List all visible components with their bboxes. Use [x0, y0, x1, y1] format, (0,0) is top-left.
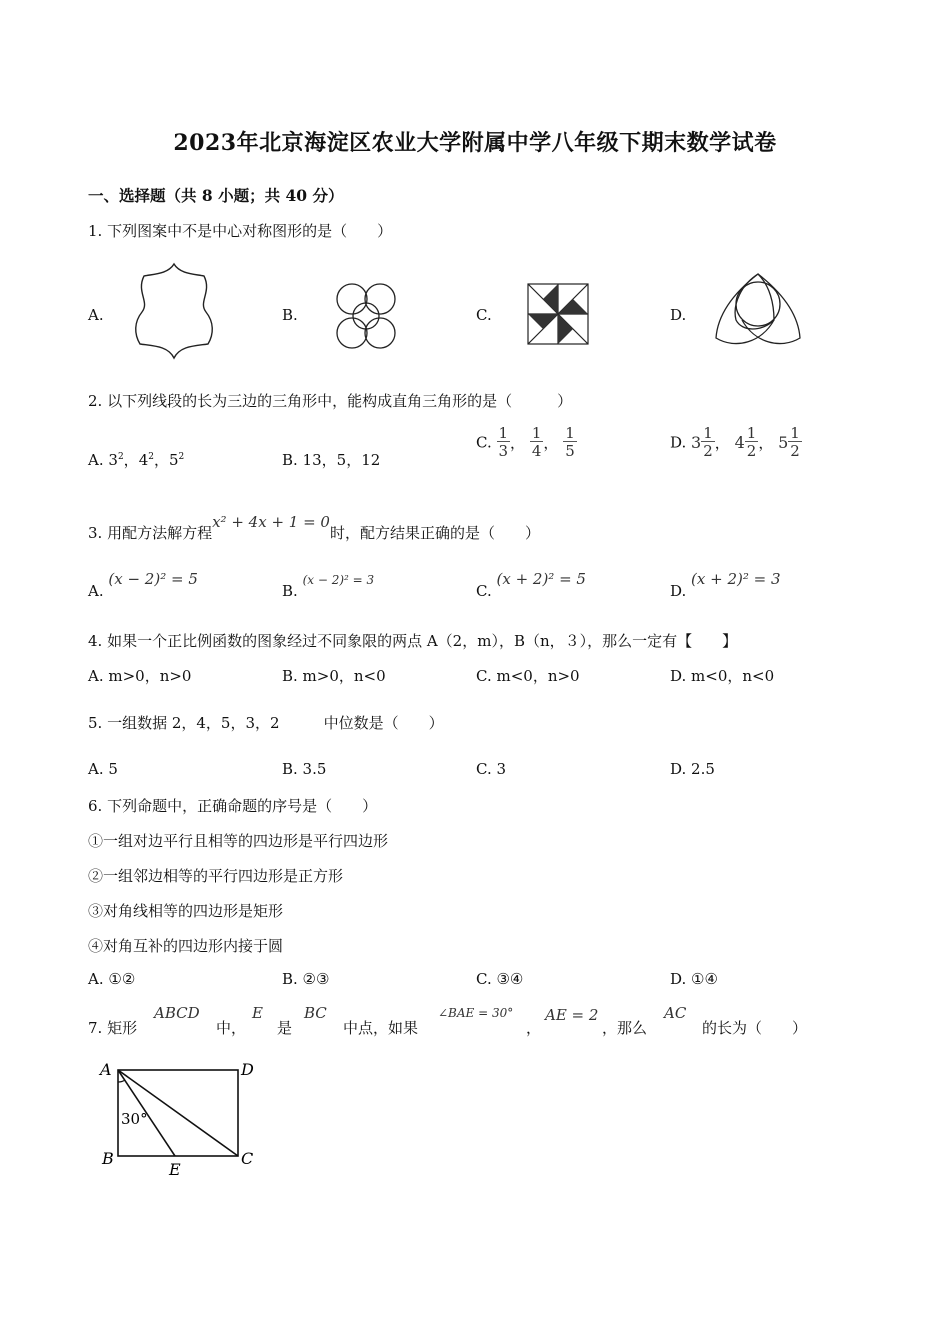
q2-d-den-1: 2 — [703, 442, 713, 460]
q2-d-sep-2: ， — [758, 434, 774, 452]
q3-option-a — [88, 570, 198, 600]
q2-c-num-2: 1 — [531, 424, 542, 442]
q6-statement-3: ③对角线相等的四边形是矩形 — [88, 902, 284, 920]
question-5 — [88, 712, 444, 733]
q4-option-a: A. m>0，n>0 — [88, 667, 192, 685]
q2-c-den-2: 4 — [531, 442, 542, 460]
q6-option-b: B. ②③ — [282, 970, 330, 988]
q1-option-c-label: C. — [476, 306, 492, 324]
q6-statement-1: ①一组对边平行且相等的四边形是平行四边形 — [88, 832, 389, 850]
q2-d-fraction-3 — [788, 426, 802, 459]
q1-figure-b-four-circles — [330, 280, 402, 352]
q2-c-fraction-1 — [497, 426, 511, 459]
q2-d-fraction-1 — [701, 426, 715, 459]
q1-figure-c-pinwheel — [526, 282, 590, 346]
q4-option-b: B. m>0，n<0 — [282, 667, 386, 685]
q7-math-e: E — [252, 1004, 263, 1022]
q2-option-c — [476, 426, 577, 459]
q7-text-6: ，那么 — [602, 1019, 648, 1037]
q2-c-den-1: 3 — [498, 442, 509, 460]
q7-text-4: 中点，如果 — [343, 1019, 419, 1037]
q3-option-a-label: A. — [88, 582, 104, 600]
exam-title: 2023年北京海淀区农业大学附属中学八年级下期末数学试卷 — [173, 130, 777, 156]
question-1-text: 1. 下列图案中不是中心对称图形的是（ ） — [88, 222, 393, 240]
q7-label-d: D — [241, 1060, 254, 1079]
q5-option-d: D. 2.5 — [670, 760, 715, 778]
q2-c-fraction-2 — [530, 426, 544, 459]
q7-text-3: 是 — [277, 1019, 293, 1037]
q7-text-7: 的长为（ ） — [702, 1019, 808, 1037]
question-6-text: 6. 下列命题中，正确命题的序号是（ ） — [88, 797, 378, 815]
q7-math-ac: AC — [664, 1004, 687, 1022]
q2-d-whole-2: 4 — [734, 433, 745, 452]
q1-option-b-label: B. — [282, 306, 298, 324]
q6-statement-4: ④对角互补的四边形内接于圆 — [88, 937, 284, 955]
q6-option-c: C. ③④ — [476, 970, 524, 988]
q2-option-a-label: A. — [88, 451, 104, 469]
q2-c-sep-2: ， — [543, 434, 559, 452]
q1-option-a-label: A. — [88, 306, 104, 324]
q2-d-den-3: 2 — [790, 442, 800, 460]
q2-a-sep-1: ， — [123, 451, 139, 469]
q7-math-abcd: ABCD — [154, 1004, 200, 1022]
q3-option-a-expr: (x − 2)² = 5 — [108, 570, 198, 588]
q2-c-num-3: 1 — [565, 424, 575, 442]
q1-option-d-label: D. — [670, 306, 687, 324]
question-3 — [88, 513, 540, 543]
q6-option-a: A. ①② — [88, 970, 136, 988]
q2-d-whole-1: 3 — [691, 433, 702, 452]
q2-a-exp-3: 2 — [178, 452, 185, 462]
q3-option-b — [282, 570, 375, 600]
q2-a-exp-1: 2 — [117, 452, 124, 462]
q7-math-bc: BC — [304, 1004, 327, 1022]
q2-d-whole-3: 5 — [778, 433, 789, 452]
q2-d-fraction-2 — [745, 426, 759, 459]
q7-label-e: E — [169, 1160, 181, 1179]
q7-text-2: 中， — [216, 1019, 247, 1037]
q2-d-num-2: 1 — [746, 424, 757, 442]
q3-option-c-label: C. — [476, 582, 492, 600]
q3-option-b-expr: (x − 2)² = 3 — [302, 573, 375, 587]
q2-a-base-2: 4 — [138, 451, 149, 469]
question-4-text: 4. 如果一个正比例函数的图象经过不同象限的两点 A（2，m），B（n，３），那么一定有【 】 — [88, 632, 738, 650]
q2-c-fraction-3 — [563, 426, 577, 459]
q2-a-base-1: 3 — [108, 451, 118, 469]
section-heading: 一、选择题（共 8 小题；共 40 分） — [88, 186, 344, 205]
q2-d-num-1: 1 — [703, 424, 713, 442]
q2-option-a — [88, 449, 184, 470]
q3-option-b-label: B. — [282, 582, 298, 600]
q6-statement-2: ②一组邻边相等的平行四边形是正方形 — [88, 867, 344, 885]
q3-option-c-expr: (x + 2)² = 5 — [496, 570, 586, 588]
q2-c-sep-1: ， — [510, 434, 526, 452]
q3-option-d-expr: (x + 2)² = 3 — [691, 570, 781, 588]
q3-option-c — [476, 570, 586, 600]
question-2-text: 2. 以下列线段的长为三边的三角形中，能构成直角三角形的是（ ） — [88, 392, 573, 410]
q1-figure-a-curved-shape — [132, 262, 216, 360]
q2-a-sep-2: ， — [153, 451, 169, 469]
q5-option-a: A. 5 — [88, 760, 118, 778]
q7-math-angle: ∠BAE = 30° — [438, 1006, 514, 1020]
q7-text-5: ， — [526, 1019, 542, 1037]
q4-option-c: C. m<0，n>0 — [476, 667, 580, 685]
q7-angle-label: 30° — [121, 1110, 148, 1128]
q7-label-b: B — [102, 1149, 114, 1168]
q5-option-c: C. 3 — [476, 760, 507, 778]
q3-equation: x² + 4x + 1 = 0 — [212, 513, 330, 531]
q2-d-sep-1: ， — [714, 434, 730, 452]
q2-option-d-label: D. — [670, 433, 687, 452]
q2-a-base-3: 5 — [168, 451, 179, 469]
q7-label-c: C — [241, 1149, 254, 1168]
q7-math-ae: AE = 2 — [545, 1006, 599, 1024]
q2-c-den-3: 5 — [565, 442, 575, 460]
q2-option-b: B. 13，5，12 — [282, 451, 381, 469]
q7-text-1: 7. 矩形 — [88, 1019, 138, 1037]
q7-label-a: A — [100, 1060, 112, 1079]
q7-rectangle-figure — [96, 1056, 266, 1180]
q5-text-b: 中位数是（ ） — [323, 714, 444, 732]
q1-figure-d-trefoil — [712, 270, 804, 350]
q2-option-c-label: C. — [476, 433, 492, 452]
q3-suffix: 时，配方结果正确的是（ ） — [329, 524, 540, 542]
q2-a-exp-2: 2 — [148, 452, 154, 462]
q5-text-a: 5. 一组数据 2，4，5，3，2 — [88, 714, 280, 732]
q7-angle-arc — [118, 1080, 125, 1082]
q3-option-d — [670, 570, 781, 600]
q2-d-den-2: 2 — [746, 442, 757, 460]
q6-option-d: D. ①④ — [670, 970, 718, 988]
q2-c-num-1: 1 — [498, 424, 509, 442]
q3-option-d-label: D. — [670, 582, 687, 600]
q2-option-d — [670, 426, 802, 459]
q4-option-d: D. m<0，n<0 — [670, 667, 775, 685]
q2-d-num-3: 1 — [790, 424, 800, 442]
q5-option-b: B. 3.5 — [282, 760, 327, 778]
q3-prefix: 3. 用配方法解方程 — [88, 524, 213, 542]
